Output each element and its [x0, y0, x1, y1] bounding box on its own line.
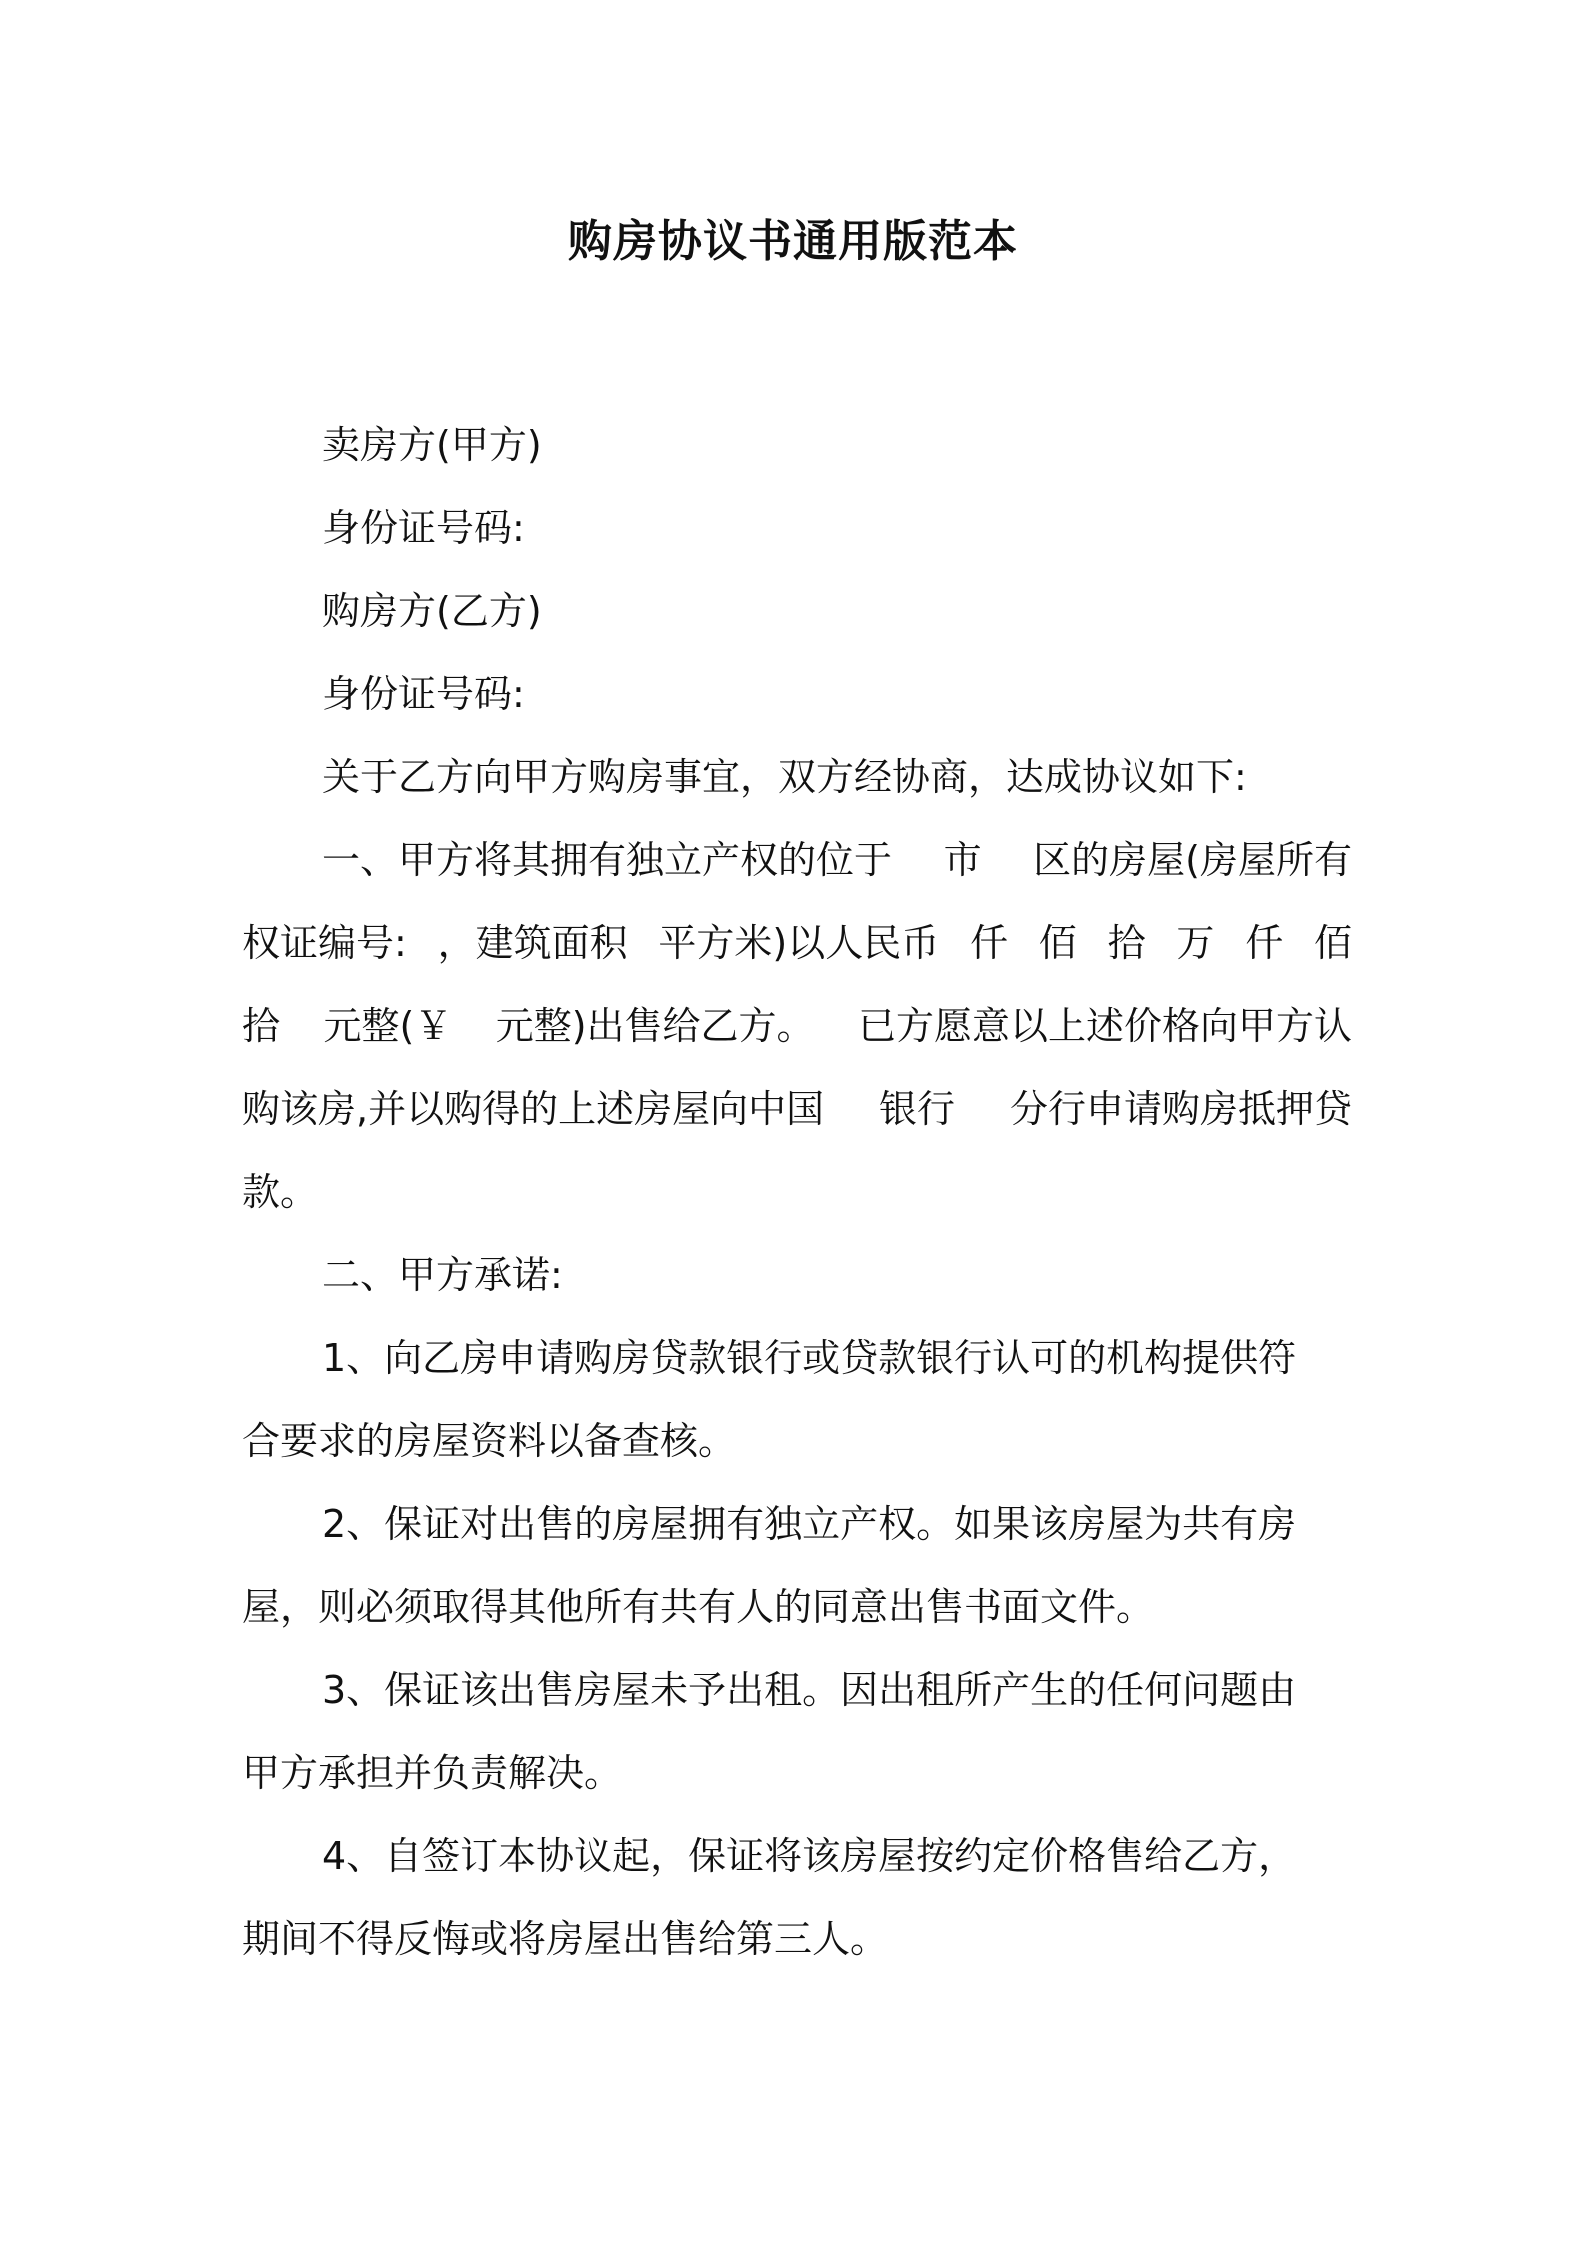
commitment-item-4-line-1: 4、自签订本协议起，保证将该房屋按约定价格售给乙方，	[322, 1834, 1297, 1878]
buyer-label: 购房方(乙方)	[322, 589, 542, 633]
commitment-item-3	[242, 1649, 1352, 1815]
clause-1-line-2: 权证编号: ，建筑面积 平方米)以人民币 仟 佰 拾 万 仟 佰	[242, 921, 1352, 965]
clause-1-line-4: 购该房,并以购得的上述房屋向中国 银行 分行申请购房抵押贷	[242, 1087, 1352, 1131]
document-title: 购房协议书通用版范本	[568, 216, 1018, 267]
clause-1-line-3: 拾 元整(￥ 元整)出售给乙方。 已方愿意以上述价格向甲方认	[242, 1004, 1352, 1048]
document-body	[242, 404, 1352, 1981]
commitment-item-3-line-2: 甲方承担并负责解决。	[242, 1751, 623, 1795]
commitment-item-3-line-1: 3、保证该出售房屋未予出租。因出租所产生的任何问题由	[322, 1668, 1297, 1712]
agreement-intro: 关于乙方向甲方购房事宜，双方经协商，达成协议如下:	[322, 755, 1247, 799]
clause-1-line-5: 款。	[242, 1170, 319, 1214]
commitment-item-1-line-1: 1、向乙房申请购房贷款银行或贷款银行认可的机构提供符	[322, 1336, 1297, 1380]
clause-1	[242, 819, 1352, 1234]
commitment-item-2-line-2: 屋，则必须取得其他所有共有人的同意出售书面文件。	[242, 1585, 1155, 1629]
commitment-item-2	[242, 1483, 1352, 1649]
commitment-item-4-line-2: 期间不得反悔或将房屋出售给第三人。	[242, 1917, 889, 1961]
clause-1-line-1: 一、甲方将其拥有独立产权的位于 市 区的房屋(房屋所有	[322, 838, 1352, 882]
seller-id-label: 身份证号码:	[322, 506, 525, 550]
clause-2-heading: 二、甲方承诺:	[322, 1253, 563, 1297]
buyer-id-label: 身份证号码:	[322, 672, 525, 716]
commitment-item-2-line-1: 2、保证对出售的房屋拥有独立产权。如果该房屋为共有房	[322, 1502, 1297, 1546]
commitment-item-1-line-2: 合要求的房屋资料以备查核。	[242, 1419, 737, 1463]
seller-label: 卖房方(甲方)	[322, 423, 542, 467]
commitment-item-1	[242, 1317, 1352, 1483]
commitment-item-4	[242, 1815, 1352, 1981]
